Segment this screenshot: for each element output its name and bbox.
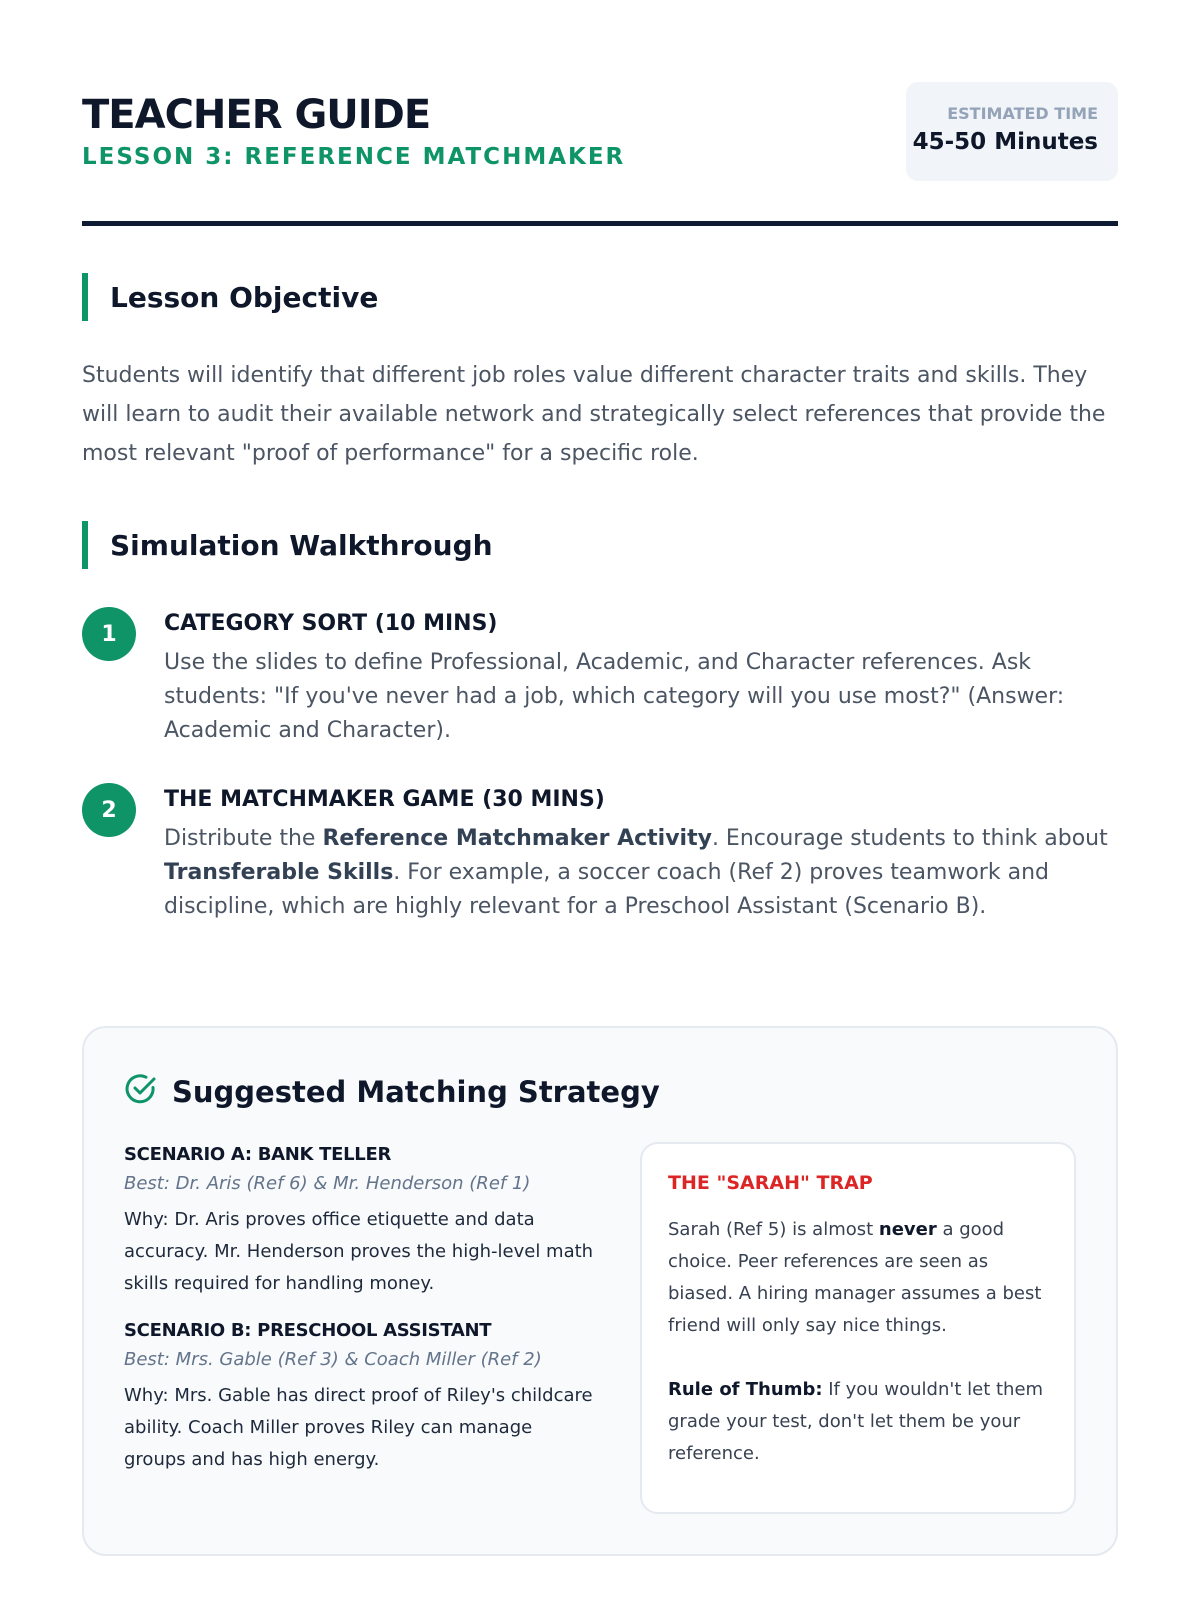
step-number-badge: 2 — [82, 783, 136, 837]
scenario-b — [124, 1320, 594, 1476]
strategy-header — [124, 1072, 660, 1111]
lesson-subtitle: LESSON 3: REFERENCE MATCHMAKER — [82, 144, 626, 170]
estimated-time-label: ESTIMATED TIME — [947, 104, 1098, 123]
trap-text-part: a good choice. Peer references are seen as biased. A hiring manager assumes a best friend will only say nice things. — [668, 1219, 1042, 1336]
walkthrough-step-1 — [82, 607, 1118, 748]
step-text-part: . Encourage students to think about — [711, 826, 1108, 851]
step-text-part: . For example, a soccer coach (Ref 2) proves teamwork and discipline, which are highly relevant for a Preschool Assistant (Scenario B). — [164, 860, 1049, 919]
scenario-title: SCENARIO B: PRESCHOOL ASSISTANT — [124, 1320, 492, 1341]
never-emphasis: never — [878, 1219, 937, 1240]
step-description: Use the slides to define Professional, Academic, and Character references. Ask students: "If you've never had a job, which category will you use most?" (Answer: Academic and Character). — [164, 650, 1065, 743]
step-text-part: Distribute the — [164, 826, 323, 851]
sarah-trap-callout — [640, 1142, 1076, 1514]
trap-title: THE "SARAH" TRAP — [668, 1172, 873, 1194]
transferable-skills-emphasis: Transferable Skills — [164, 860, 394, 885]
estimated-time-value: 45-50 Minutes — [912, 129, 1098, 155]
simulation-walkthrough-heading: Simulation Walkthrough — [82, 521, 493, 569]
scenario-best-picks: Best: Dr. Aris (Ref 6) & Mr. Henderson (Ref 1) — [124, 1173, 531, 1194]
rule-of-thumb-label: Rule of Thumb: — [668, 1379, 823, 1400]
scenario-rationale: Why: Mrs. Gable has direct proof of Riley's childcare ability. Coach Miller proves Riley can manage groups and has high energy. — [124, 1385, 593, 1470]
scenario-title: SCENARIO A: BANK TELLER — [124, 1144, 392, 1165]
strategy-heading: Suggested Matching Strategy — [172, 1074, 660, 1109]
page-header — [82, 80, 1118, 226]
activity-name-emphasis: Reference Matchmaker Activity — [322, 826, 712, 851]
step-title: THE MATCHMAKER GAME (30 MINS) — [164, 787, 605, 812]
step-title: CATEGORY SORT (10 MINS) — [164, 611, 498, 636]
scenario-a — [124, 1144, 594, 1300]
trap-description — [668, 1214, 1048, 1342]
trap-text-part: Sarah (Ref 5) is almost — [668, 1219, 879, 1240]
step-number-badge: 1 — [82, 607, 136, 661]
page-title: TEACHER GUIDE — [82, 92, 431, 138]
scenario-rationale: Why: Dr. Aris proves office etiquette and data accuracy. Mr. Henderson proves the high-level math skills required for handling money. — [124, 1209, 594, 1294]
estimated-time-card — [906, 82, 1118, 181]
step-description — [164, 822, 1118, 924]
scenario-list — [124, 1144, 594, 1496]
rule-of-thumb — [668, 1374, 1048, 1470]
rule-of-thumb-text: If you wouldn't let them grade your test, don't let them be your reference. — [668, 1379, 1044, 1464]
lesson-objective-text: Students will identify that different job roles value different character traits and skills. They will learn to audit their available network and strategically select references that provide the most relevant "proof of performance" for a specific role. — [82, 363, 1106, 466]
lesson-objective-heading: Lesson Objective — [82, 273, 378, 321]
scenario-best-picks: Best: Mrs. Gable (Ref 3) & Coach Miller (Ref 2) — [124, 1349, 542, 1370]
walkthrough-step-2 — [82, 783, 1118, 924]
check-circle-icon — [124, 1072, 158, 1111]
matching-strategy-card — [82, 1026, 1118, 1556]
